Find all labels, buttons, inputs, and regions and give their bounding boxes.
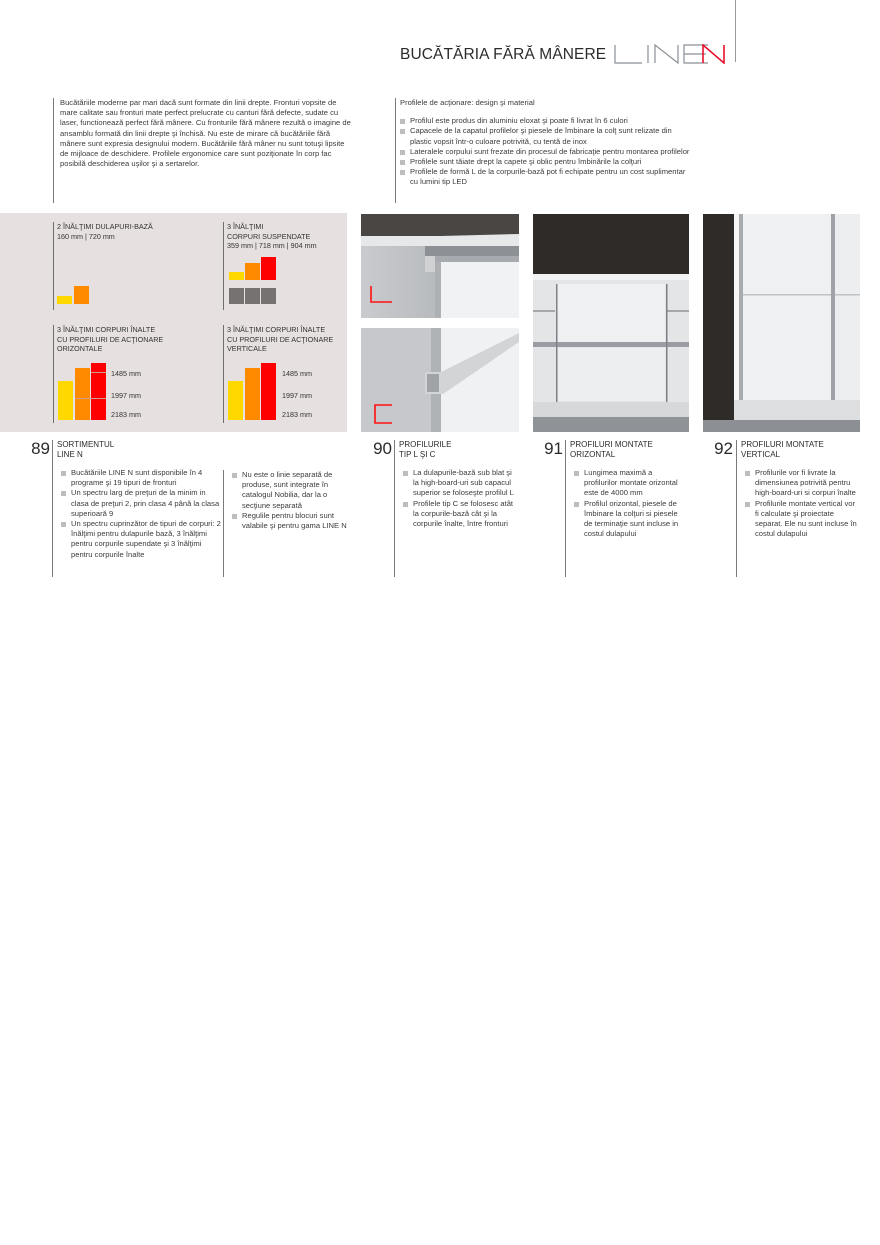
section-number: 91 — [544, 439, 563, 458]
list-item: Lateralele corpului sunt frezate din procesul de fabricaţie pentru montarea profilelor — [400, 147, 695, 157]
tall-vertical-title-1: 3 ÎNĂLŢIMI CORPURI ÎNALTE — [227, 325, 326, 334]
wall-grey-block — [229, 288, 244, 304]
wall-bar-718 — [245, 263, 260, 280]
square-bullet-icon — [400, 150, 405, 155]
list-item: Capacele de la capatul profilelor şi piesele de îmbinare la colţ sunt relizate din plastic vopsit într-o culoare potrivită, cu tentă de inox — [400, 126, 695, 146]
section-89 — [52, 440, 222, 577]
tall-horizontal-title-1: 3 ÎNĂLŢIMI CORPURI ÎNALTE — [57, 325, 156, 334]
profiles-design-block — [395, 98, 695, 203]
section-89-col2 — [223, 470, 348, 577]
tall-horizontal-bar-1485 — [58, 381, 73, 420]
base-heights-title: 2 ÎNĂLŢIMI DULAPURI-BAZĂ — [57, 222, 153, 231]
square-bullet-icon — [232, 473, 237, 478]
square-bullet-icon — [61, 491, 66, 496]
wall-bar-904 — [261, 257, 276, 280]
section-list — [228, 470, 348, 531]
page-title: BUCĂTĂRIA FĂRĂ MÂNERE — [400, 46, 607, 63]
list-item: Bucătăriile LINE N sunt disponibile în 4 programe şi 19 tipuri de fronturi — [61, 468, 222, 488]
list-item: Profilele de formă L de la corpurile-bază pot fi echipate pentru un cost suplimentar cu lumini tip LED — [400, 167, 695, 187]
square-bullet-icon — [400, 160, 405, 165]
height-label: 2183 mm — [282, 410, 312, 419]
section-number: 89 — [31, 439, 50, 458]
profiles-list — [400, 116, 695, 187]
height-label: 1485 mm — [111, 369, 141, 378]
section-number: 90 — [373, 439, 392, 458]
wall-heights-title-2: CORPURI SUSPENDATE — [227, 231, 311, 241]
horizontal-profile-line — [91, 372, 106, 373]
square-bullet-icon — [574, 471, 579, 476]
page-header — [400, 40, 726, 64]
section-title: PROFILURI MONTATE VERTICAL — [741, 440, 824, 459]
square-bullet-icon — [745, 471, 750, 476]
list-item: Regulile pentru blocuri sunt valabile şi pentru gama LINE N — [232, 511, 348, 531]
list-item: Profilul este produs din aluminiu eloxat şi poate fi livrat în 6 culori — [400, 116, 695, 126]
horizontal-profile-line — [75, 398, 106, 399]
header-divider — [735, 0, 736, 62]
intro-paragraph: Bucătăriile moderne par mari dacă sunt formate din linii drepte. Fronturi vopsite de mare calitate sau fronturi mate perfect prelucrate cu canturi fără defecte, sudate cu laser, functionează perfect fără mânere. Cu fronturile fără mânere rezultă o imagine de ansamblu formată din linii drepte şi închisă. Nu este de mirare că bucătăriile fără mânere sunt expresia designului modern. Bucătăriile fără mâner nu sunt totuşi lipsite de mijloace de deschidere. Profilele ergonomice care sunt poziţionate în corp fac posibilă deschiderea uşilor şi a sertarelor. — [60, 98, 351, 169]
height-label: 1997 mm — [282, 391, 312, 400]
section-91 — [565, 440, 687, 577]
height-label: 1485 mm — [282, 369, 312, 378]
section-title: SORTIMENTUL LINE N — [57, 440, 115, 459]
square-bullet-icon — [61, 522, 66, 527]
square-bullet-icon — [400, 170, 405, 175]
square-bullet-icon — [61, 471, 66, 476]
height-label: 2183 mm — [111, 410, 141, 419]
tall-horizontal-title-2: CU PROFILURI DE ACŢIONARE — [57, 334, 164, 344]
base-heights-values: 160 mm | 720 mm — [57, 231, 115, 241]
list-item: Profilul orizontal, piesele de îmbinare la colţuri si piesele de terminaţie sunt incluse in costul dulapului — [574, 499, 687, 540]
section-list — [399, 468, 516, 529]
square-bullet-icon — [400, 119, 405, 124]
list-item: Profilele sunt tăiate drept la capete şi oblic pentru îmbinările la colţuri — [400, 157, 695, 167]
list-item: La dulapurile-bază sub blat şi la high-board-uri sub capacul superior se foloseşte profilul L — [403, 468, 516, 499]
base-bar-720 — [74, 286, 89, 304]
heights-panel — [0, 213, 347, 432]
base-bar-160 — [57, 296, 72, 304]
section-number: 92 — [714, 439, 733, 458]
square-bullet-icon — [403, 502, 408, 507]
square-bullet-icon — [232, 514, 237, 519]
list-item: Profilele tip C se folosesc atât la corpurile-bază cât şi la corpurile înalte, între fronturi — [403, 499, 516, 530]
section-list — [741, 468, 858, 539]
square-bullet-icon — [403, 471, 408, 476]
tall-vertical-title-3: VERTICALE — [227, 344, 267, 354]
tall-vertical-bar-1485 — [228, 381, 243, 420]
height-label: 1997 mm — [111, 391, 141, 400]
vertical-profiles-photo — [703, 214, 860, 432]
profile-C-photo — [361, 328, 519, 432]
section-92 — [736, 440, 858, 577]
section-90 — [394, 440, 516, 577]
list-item: Un spectru larg de preţuri de la minim in clasa de preţuri 2, prin clasa 4 până la clasa superioară 9 — [61, 488, 222, 519]
list-item: Un spectru cuprinzător de tipuri de corpuri: 2 înălţimi pentru dulapurile bază, 3 înălţimi pentru corpurile supendate şi 3 înălţimi pentru corpurile înalte — [61, 519, 222, 560]
tall-vertical-title-2: CU PROFILURI DE ACŢIONARE — [227, 334, 334, 344]
square-bullet-icon — [745, 502, 750, 507]
list-item: Profilurile montate vertical vor fi calculate şi proiectate separat. Ele nu sunt incluse în costul dulapului — [745, 499, 858, 540]
section-list — [57, 468, 222, 560]
wall-grey-block — [261, 288, 276, 304]
wall-grey-block — [245, 288, 260, 304]
tall-horizontal-bar-1997 — [75, 368, 90, 420]
list-item: Nu este o linie separată de produse, sunt integrate în catalogul Nobilia, dar la o secţiune separată — [232, 470, 348, 511]
wall-heights-title-1: 3 ÎNĂLŢIMI — [227, 222, 264, 231]
section-title: PROFILURILE TIP L ŞI C — [399, 440, 452, 459]
tall-vertical-bar-1997 — [245, 368, 260, 420]
section-title: PROFILURI MONTATE ORIZONTAL — [570, 440, 653, 459]
square-bullet-icon — [574, 502, 579, 507]
list-item: Lungimea maximă a profilurilor montate orizontal este de 4000 mm — [574, 468, 687, 499]
tall-vertical-bar-2183 — [261, 363, 276, 420]
intro-text-block — [53, 98, 353, 203]
wall-bar-359 — [229, 272, 244, 280]
wall-heights-values: 359 mm | 718 mm | 904 mm — [227, 241, 317, 251]
profiles-title: Profilele de acţionare: design şi material — [400, 98, 535, 107]
horizontal-profiles-photo — [533, 214, 689, 432]
square-bullet-icon — [400, 129, 405, 134]
line-n-logo — [614, 42, 726, 64]
section-list — [570, 468, 687, 539]
tall-horizontal-title-3: ORIZONTALE — [57, 344, 103, 354]
profile-L-photo — [361, 214, 519, 318]
list-item: Profilurile vor fi livrate la dimensiunea potrivită pentru high-board-uri si corpuri înalte — [745, 468, 858, 499]
